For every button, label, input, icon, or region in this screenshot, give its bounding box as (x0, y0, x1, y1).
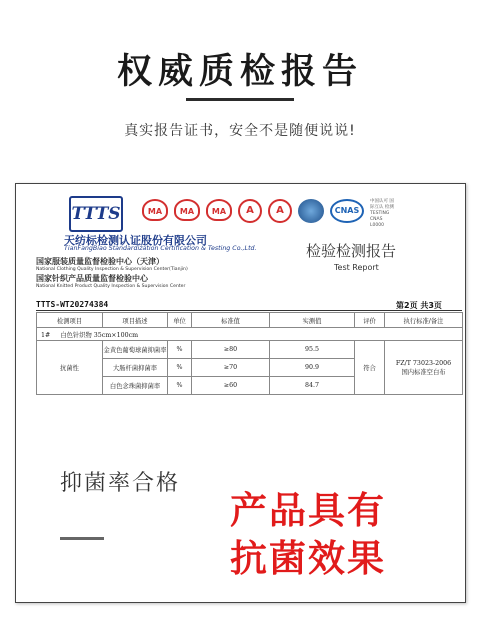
unit-cell: % (168, 341, 192, 359)
title-underline (186, 98, 294, 101)
measured-cell: 95.5 (270, 341, 355, 359)
standard-cell: ≥80 (192, 341, 270, 359)
desc-cell: 白色念珠菌抑菌率 (103, 377, 168, 395)
pass-label-rule (60, 537, 104, 540)
exec-note: 国内标准空白布 (401, 368, 446, 376)
measured-cell: 84.7 (270, 377, 355, 395)
desc-cell: 金黄色葡萄球菌抑菌率 (103, 341, 168, 359)
standard-cell: ≥70 (192, 359, 270, 377)
cma-seal-icon: MA (142, 199, 168, 221)
sample-no: 1# (41, 331, 51, 339)
sample-desc: 白色针织物 35cm×100cm (60, 331, 139, 339)
column-header: 项目描述 (103, 313, 168, 328)
center-name-en: National Clothing Quality Inspection & Supervision Center(Tianjin) (36, 267, 188, 272)
sample-row (37, 328, 463, 341)
ttts-logo: TTTS (69, 196, 123, 232)
table-row (37, 341, 463, 359)
company-name-en: TianFangBiao Standardization Certification & Testing Co.,Ltd. (64, 245, 257, 252)
cnas-seal-icon: CNAS (330, 199, 364, 223)
certification-badges (142, 199, 396, 229)
column-header: 评价 (355, 313, 385, 328)
cma-seal-icon: MA (174, 199, 200, 221)
desc-cell: 大肠杆菌抑菌率 (103, 359, 168, 377)
evaluation-cell: 符合 (355, 341, 385, 395)
exec-standard: FZ/T 73023-2006 (395, 359, 452, 367)
globe-seal-icon (298, 199, 324, 223)
cnas-note: 中国认可 国际互认 检测 TESTING CNAS L0000 (370, 199, 394, 228)
center-name-en: National Knitted Product Quality Inspection & Supervision Center (36, 284, 186, 289)
column-header: 标准值 (192, 313, 270, 328)
page-subtitle: 真实报告证书，安全不是随便说说! (124, 123, 356, 139)
unit-cell: % (168, 377, 192, 395)
cma-seal-icon: MA (206, 199, 232, 221)
report-title-cn: 检验检测报告 (306, 242, 397, 260)
column-header: 单位 (168, 313, 192, 328)
center-name-cn: 国家针织产品质量监督检验中心 (36, 274, 148, 283)
item-name-cell: 抗菌性 (37, 341, 103, 395)
cal-seal-icon: A (238, 199, 262, 223)
report-title-en: Test Report (334, 263, 379, 272)
center-name-cn: 国家服装质量监督检验中心（天津） (36, 257, 164, 266)
column-header: 执行标准/备注 (385, 313, 463, 328)
column-header: 实测值 (270, 313, 355, 328)
page-info: 第2页 共3页 (396, 301, 442, 310)
table-header-row (37, 313, 463, 328)
cal-seal-icon: A (268, 199, 292, 223)
report-table (36, 312, 463, 395)
unit-cell: % (168, 359, 192, 377)
column-header: 检测项目 (37, 313, 103, 328)
pass-label: 抑菌率合格 (60, 471, 181, 496)
page-title: 权威质检报告 (116, 52, 363, 92)
report-id: TTTS-WT20274384 (36, 300, 109, 309)
table-top-rule (36, 310, 462, 311)
company-name-cn: 天纺标检测认证股份有限公司 (64, 234, 207, 247)
exec-standard-cell (385, 341, 463, 395)
effect-headline-line2: 抗菌效果 (230, 537, 386, 580)
sample-cell (37, 328, 463, 341)
standard-cell: ≥60 (192, 377, 270, 395)
measured-cell: 90.9 (270, 359, 355, 377)
effect-headline-line1: 产品具有 (230, 489, 386, 532)
